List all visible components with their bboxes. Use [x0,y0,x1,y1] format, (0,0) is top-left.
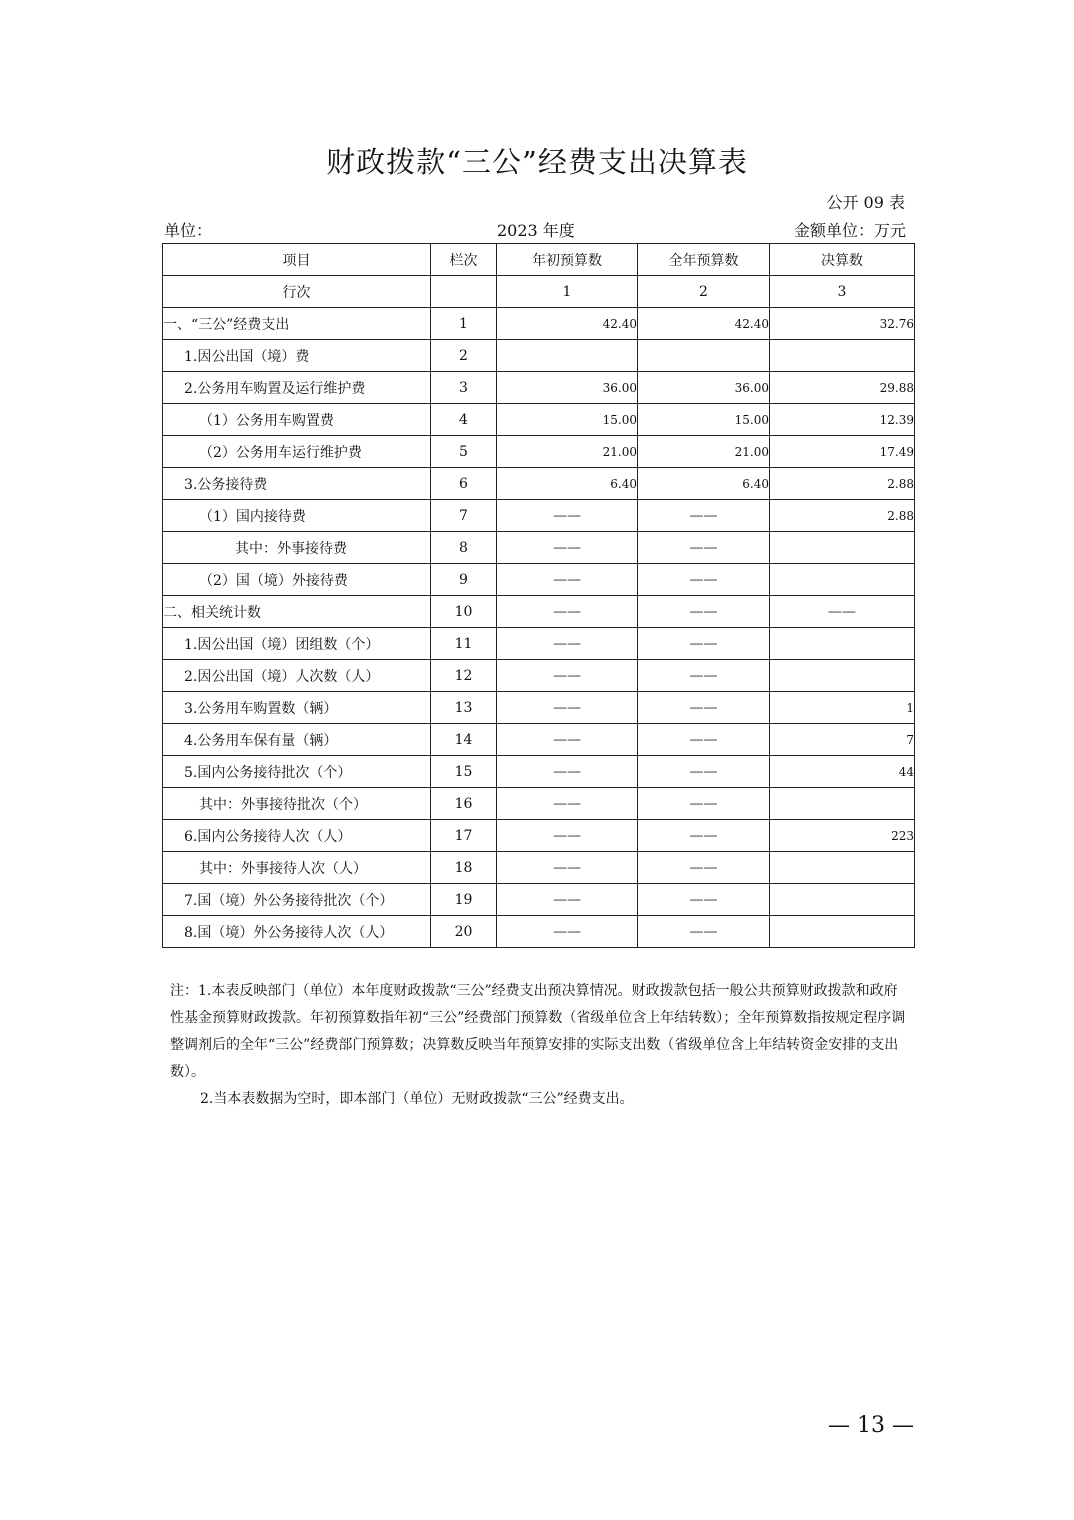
table-row [163,372,915,404]
row-item-label: （2）国（境）外接待费 [163,564,431,596]
row-annual-budget: —— [638,756,770,788]
row-final-account: 44 [770,756,915,788]
row-item-label: 3.公务接待费 [163,468,431,500]
row-number: 13 [431,692,497,724]
row-annual-budget: —— [638,500,770,532]
unit-label: 单位： [164,221,213,240]
sub-header-row [163,276,915,308]
row-annual-budget: 15.00 [638,404,770,436]
table-row [163,692,915,724]
row-annual-budget: 21.00 [638,436,770,468]
notes [170,978,910,1113]
row-annual-budget: —— [638,820,770,852]
row-item-label: （2）公务用车运行维护费 [163,436,431,468]
row-final-account [770,884,915,916]
row-number: 2 [431,340,497,372]
row-number: 17 [431,820,497,852]
header-final-account: 决算数 [770,244,915,276]
page-title: 财政拨款“三公”经费支出决算表 [326,145,748,179]
table-code: 公开 09 表 [826,193,905,212]
table-row [163,724,915,756]
sub-header-v3: 3 [770,276,915,308]
row-annual-budget: 36.00 [638,372,770,404]
table-row [163,308,915,340]
row-annual-budget: 6.40 [638,468,770,500]
row-final-account [770,852,915,884]
table-row [163,884,915,916]
row-number: 7 [431,500,497,532]
row-final-account [770,532,915,564]
row-number: 14 [431,724,497,756]
row-item-label: （1）国内接待费 [163,500,431,532]
page-number: — 13 — [828,1413,914,1438]
row-item-label: 7.国（境）外公务接待批次（个） [163,884,431,916]
row-initial-budget: 21.00 [497,436,638,468]
header-annual-budget: 全年预算数 [638,244,770,276]
row-final-account: 2.88 [770,500,915,532]
row-item-label: 2.因公出国（境）人次数（人） [163,660,431,692]
row-number: 6 [431,468,497,500]
row-item-label: 4.公务用车保有量（辆） [163,724,431,756]
row-initial-budget: —— [497,500,638,532]
row-final-account [770,340,915,372]
row-initial-budget: —— [497,852,638,884]
row-initial-budget: 42.40 [497,308,638,340]
row-initial-budget: —— [497,820,638,852]
table-row [163,532,915,564]
row-annual-budget: —— [638,564,770,596]
row-annual-budget: —— [638,628,770,660]
row-number: 3 [431,372,497,404]
row-annual-budget: —— [638,692,770,724]
note-2: 2.当本表数据为空时，即本部门（单位）无财政拨款“三公”经费支出。 [200,1091,634,1107]
row-final-account [770,564,915,596]
sub-header-v1: 1 [497,276,638,308]
row-final-account: 7 [770,724,915,756]
note-1: 注：1.本表反映部门（单位）本年度财政拨款“三公”经费支出预决算情况。财政拨款包括一般公共预算财政拨款和政府性基金预算财政拨款。年初预算数指年初“三公”经费部门预算数（省级单位含上年结转数）；全年预算数指按规定程序调整调剂后的全年“三公”经费部门预算数；决算数反映当年预算安排的实际支出数（省级单位含上年结转资金安排的支出数）。 [170,983,906,1080]
row-annual-budget: —— [638,660,770,692]
row-annual-budget: —— [638,852,770,884]
row-item-label: 二、相关统计数 [163,596,431,628]
row-annual-budget: —— [638,788,770,820]
table-row [163,436,915,468]
row-final-account [770,660,915,692]
header-initial-budget: 年初预算数 [497,244,638,276]
row-number: 9 [431,564,497,596]
row-initial-budget: 36.00 [497,372,638,404]
row-annual-budget: —— [638,884,770,916]
expense-table [162,243,915,948]
row-number: 12 [431,660,497,692]
row-number: 16 [431,788,497,820]
row-item-label: 5.国内公务接待批次（个） [163,756,431,788]
row-final-account: 1 [770,692,915,724]
row-final-account: 223 [770,820,915,852]
row-initial-budget: —— [497,628,638,660]
row-initial-budget: 15.00 [497,404,638,436]
row-annual-budget: —— [638,596,770,628]
header-item: 项目 [163,244,431,276]
row-item-label: 1.因公出国（境）团组数（个） [163,628,431,660]
header-col-no: 栏次 [431,244,497,276]
row-number: 18 [431,852,497,884]
row-initial-budget: —— [497,660,638,692]
row-final-account: —— [770,596,915,628]
row-final-account [770,916,915,948]
row-number: 20 [431,916,497,948]
row-annual-budget: —— [638,916,770,948]
row-number: 11 [431,628,497,660]
year-label: 2023 年度 [497,221,575,240]
row-initial-budget: —— [497,724,638,756]
header-row [163,244,915,276]
row-item-label: 8.国（境）外公务接待人次（人） [163,916,431,948]
row-initial-budget: —— [497,916,638,948]
sub-header-item: 行次 [163,276,431,308]
table-row [163,788,915,820]
row-number: 19 [431,884,497,916]
row-final-account [770,628,915,660]
table-row [163,820,915,852]
row-number: 4 [431,404,497,436]
row-annual-budget: 42.40 [638,308,770,340]
table-row [163,468,915,500]
table-row [163,660,915,692]
table-row [163,500,915,532]
row-item-label: （1）公务用车购置费 [163,404,431,436]
money-unit-label: 金额单位：万元 [793,221,906,240]
row-final-account: 17.49 [770,436,915,468]
table-row [163,596,915,628]
table-row [163,564,915,596]
table-row [163,852,915,884]
row-annual-budget: —— [638,724,770,756]
row-initial-budget [497,340,638,372]
row-initial-budget: —— [497,692,638,724]
row-number: 15 [431,756,497,788]
table-body [163,308,915,948]
row-item-label: 其中：外事接待费 [163,532,431,564]
row-final-account: 2.88 [770,468,915,500]
row-item-label: 其中：外事接待批次（个） [163,788,431,820]
row-number: 8 [431,532,497,564]
sub-header-v2: 2 [638,276,770,308]
row-annual-budget: —— [638,532,770,564]
sub-header-col [431,276,497,308]
row-initial-budget: —— [497,596,638,628]
row-initial-budget: 6.40 [497,468,638,500]
table-meta [164,218,906,242]
row-annual-budget [638,340,770,372]
table-row [163,340,915,372]
table-row [163,404,915,436]
row-item-label: 1.因公出国（境）费 [163,340,431,372]
row-item-label: 3.公务用车购置数（辆） [163,692,431,724]
row-final-account: 32.76 [770,308,915,340]
table-row [163,916,915,948]
row-item-label: 6.国内公务接待人次（人） [163,820,431,852]
row-item-label: 其中：外事接待人次（人） [163,852,431,884]
row-initial-budget: —— [497,564,638,596]
row-initial-budget: —— [497,788,638,820]
row-number: 1 [431,308,497,340]
row-final-account [770,788,915,820]
row-item-label: 一、“三公”经费支出 [163,308,431,340]
row-final-account: 29.88 [770,372,915,404]
table-row [163,628,915,660]
row-number: 10 [431,596,497,628]
row-initial-budget: —— [497,532,638,564]
row-number: 5 [431,436,497,468]
row-initial-budget: —— [497,756,638,788]
row-final-account: 12.39 [770,404,915,436]
table-row [163,756,915,788]
row-initial-budget: —— [497,884,638,916]
row-item-label: 2.公务用车购置及运行维护费 [163,372,431,404]
